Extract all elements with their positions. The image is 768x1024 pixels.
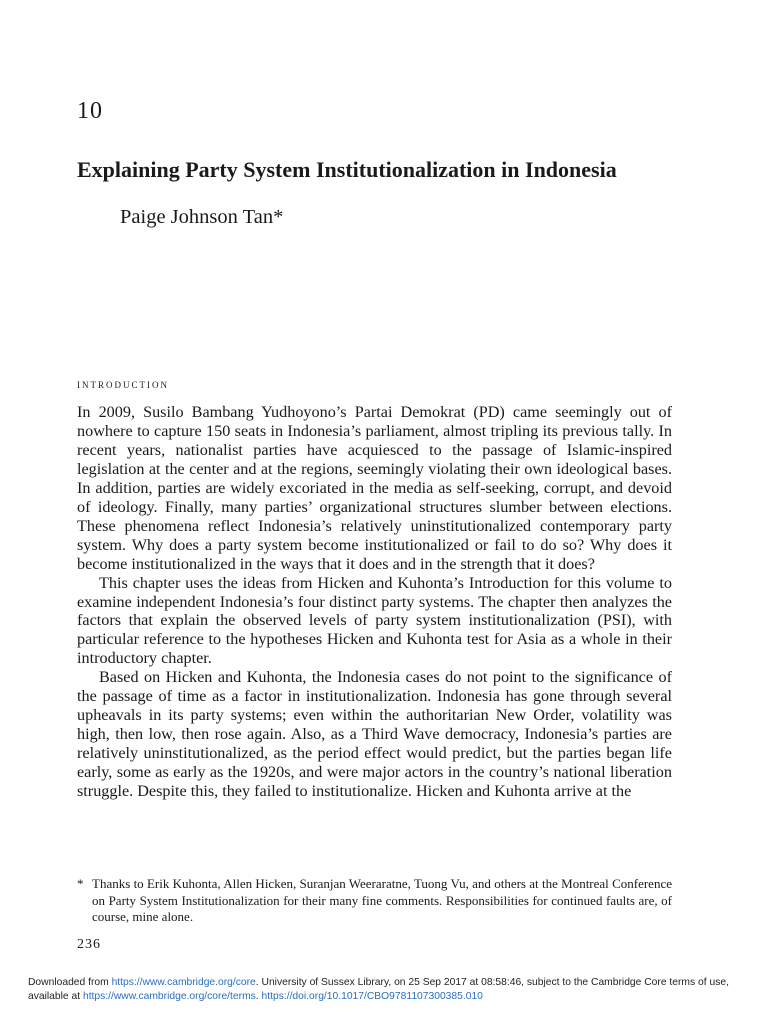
footnote-marker: * <box>77 876 84 891</box>
chapter-title: Explaining Party System Institutionalization in Indonesia <box>77 157 617 182</box>
doi-link[interactable]: https://doi.org/10.1017/CBO9781107300385.010 <box>261 990 483 1002</box>
footnote-text: Thanks to Erik Kuhonta, Allen Hicken, Suranjan Weeraratne, Tuong Vu, and others at the Montreal Conference on Party System Institutionalization for their many fine comments. Responsibilities for continued faults are, of course, mine alone. <box>92 876 672 924</box>
cambridge-core-link[interactable]: https://www.cambridge.org/core <box>111 977 256 988</box>
download-separator: . <box>255 990 262 1002</box>
footnote <box>77 876 672 926</box>
download-middle-text: . University of Sussex Library, on 25 Sep 2017 at 08:58:46, subject to the Cambridge Core terms of use, available at <box>28 977 729 1002</box>
download-prefix: Downloaded from <box>28 977 112 988</box>
paragraph: In 2009, Susilo Bambang Yudhoyono’s Partai Demokrat (PD) came seemingly out of nowhere to capture 150 seats in Indonesia’s parliament, almost tripling its previous tally. In recent years, nationalist parties have acquiesced to the passage of Islamic-inspired legislation at the center and at the regions, seemingly violating their own ideological bases. In addition, parties are widely excoriated in the media as self-seeking, corrupt, and devoid of ideology. Finally, many parties’ organizational structures slumber between elections. These phenomena reflect Indonesia’s relatively uninstitutionalized contemporary party system. Why does a party system become institutionalized or fail to do so? Why does it become institutionalized in the ways that it does and in the strength that it does? <box>77 403 672 573</box>
paragraph: Based on Hicken and Kuhonta, the Indonesia cases do not point to the significance of the passage of time as a factor in institutionalization. Indonesia has gone through several upheavals in its party systems; even within the authoritarian New Order, volatility was high, then low, then rose again. Also, as a Third Wave democracy, Indonesia’s parties are relatively uninstitutionalized, as the period effect would predict, but the parties began life early, some as early as the 1920s, and were major actors in the country’s national liberation struggle. Despite this, they failed to institutionalize. Hicken and Kuhonta arrive at the <box>77 668 672 801</box>
paragraph: This chapter uses the ideas from Hicken and Kuhonta’s Introduction for this volume to examine independent Indonesia’s four distinct party systems. The chapter then analyzes the factors that explain the observed levels of party system institutionalization (PSI), with particular reference to the hypotheses Hicken and Kuhonta test for Asia as a whole in their introductory chapter. <box>77 573 672 668</box>
page-number: 236 <box>77 937 101 952</box>
download-notice <box>28 976 748 1003</box>
terms-link[interactable]: https://www.cambridge.org/core/terms <box>82 990 256 1002</box>
body-text <box>77 403 672 801</box>
chapter-number: 10 <box>77 98 103 124</box>
chapter-author: Paige Johnson Tan* <box>120 206 284 228</box>
section-heading: introduction <box>77 377 169 391</box>
